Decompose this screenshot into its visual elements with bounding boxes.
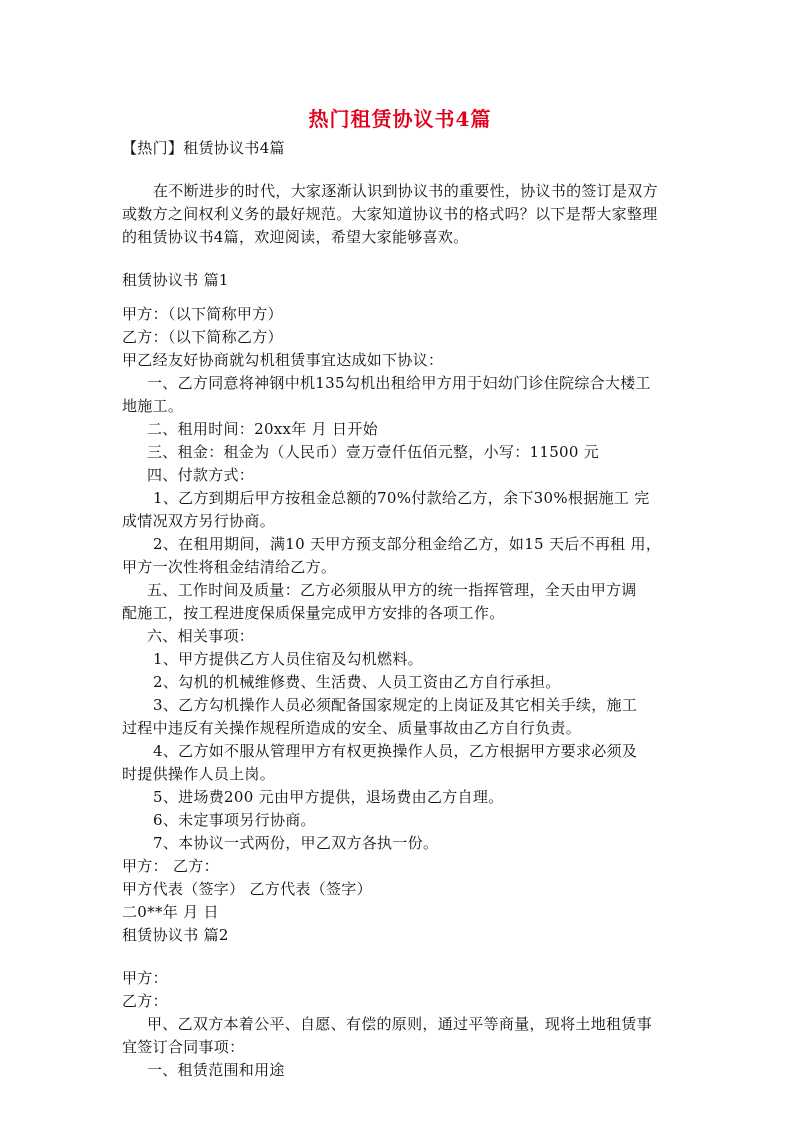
body-line: 4、乙方如不服从管理甲方有权更换操作人员，乙方根据甲方要求必须及 (153, 742, 638, 760)
body-line: 2、勾机的机械维修费、生活费、人员工资由乙方自行承担。 (153, 673, 561, 691)
body-line: 甲方： (122, 969, 168, 987)
body-line: 6、未定事项另行协商。 (153, 811, 316, 829)
body-line: 宜签订合同事项： (122, 1038, 245, 1056)
section-heading: 租赁协议书 篇1 (122, 271, 229, 289)
body-line: 过程中违反有关操作规程所造成的安全、质量事故由乙方自行负责。 (122, 719, 582, 737)
body-line: 时提供操作人员上岗。 (122, 765, 276, 783)
body-line: 成情况双方另行协商。 (122, 512, 276, 530)
section-heading: 租赁协议书 篇2 (122, 926, 229, 944)
signature-representatives: 甲方代表（签字） 乙方代表（签字） (122, 880, 372, 898)
body-line: 配施工，按工程进度保质保量完成甲方安排的各项工作。 (122, 604, 505, 622)
body-line: 三、租金：租金为（人民币）壹万壹仟伍佰元整，小写：11500 元 (147, 443, 600, 461)
body-line: 二、租用时间：20xx年 月 日开始 (147, 420, 378, 438)
signature-parties: 甲方： 乙方： (122, 857, 219, 875)
body-line: 六、相关事项： (147, 627, 255, 645)
body-line: 甲、乙双方本着公平、自愿、有偿的原则，通过平等商量，现将土地租赁事 (147, 1015, 652, 1033)
intro-line: 在不断进步的时代，大家逐渐认识到协议书的重要性，协议书的签订是双方 (153, 182, 658, 200)
body-line: 1、甲方提供乙方人员住宿及勾机燃料。 (153, 650, 423, 668)
body-line: 甲方：（以下简称甲方） (122, 305, 283, 323)
body-line: 五、工作时间及质量：乙方必须服从甲方的统一指挥管理，全天由甲方调 (147, 581, 637, 599)
body-line: 地施工。 (122, 397, 184, 415)
body-line: 1、乙方到期后甲方按租金总额的70%付款给乙方，余下30%根据施工 完 (153, 489, 650, 507)
body-line: 2、在租用期间，满10 天甲方预支部分租金给乙方，如15 天后不再租 用， (153, 535, 662, 553)
body-line: 甲方一次性将租金结清给乙方。 (122, 558, 337, 576)
body-line: 一、租赁范围和用途 (147, 1061, 285, 1079)
body-line: 7、本协议一式两份，甲乙双方各执一份。 (153, 834, 439, 852)
body-line: 四、付款方式： (147, 466, 255, 484)
intro-line: 的租赁协议书4篇，欢迎阅读，希望大家能够喜欢。 (122, 228, 469, 246)
document-title: 热门租赁协议书4篇 (308, 107, 492, 131)
body-line: 乙方：（以下简称乙方） (122, 328, 283, 346)
signature-date: 二0**年 月 日 (122, 903, 219, 921)
body-line: 3、乙方勾机操作人员必须配备国家规定的上岗证及其它相关手续，施工 (153, 696, 638, 714)
intro-line: 或数方之间权利义务的最好规范。大家知道协议书的格式吗？以下是帮大家整理 (122, 205, 658, 223)
body-line: 5、进场费200 元由甲方提供，退场费由乙方自理。 (153, 788, 504, 806)
body-line: 甲乙经友好协商就勾机租赁事宜达成如下协议： (122, 351, 444, 369)
document-subtitle: 【热门】租赁协议书4篇 (122, 139, 285, 157)
body-line: 一、乙方同意将神钢中机135勾机出租给甲方用于妇幼门诊住院综合大楼工 (147, 374, 651, 392)
body-line: 乙方： (122, 992, 168, 1010)
